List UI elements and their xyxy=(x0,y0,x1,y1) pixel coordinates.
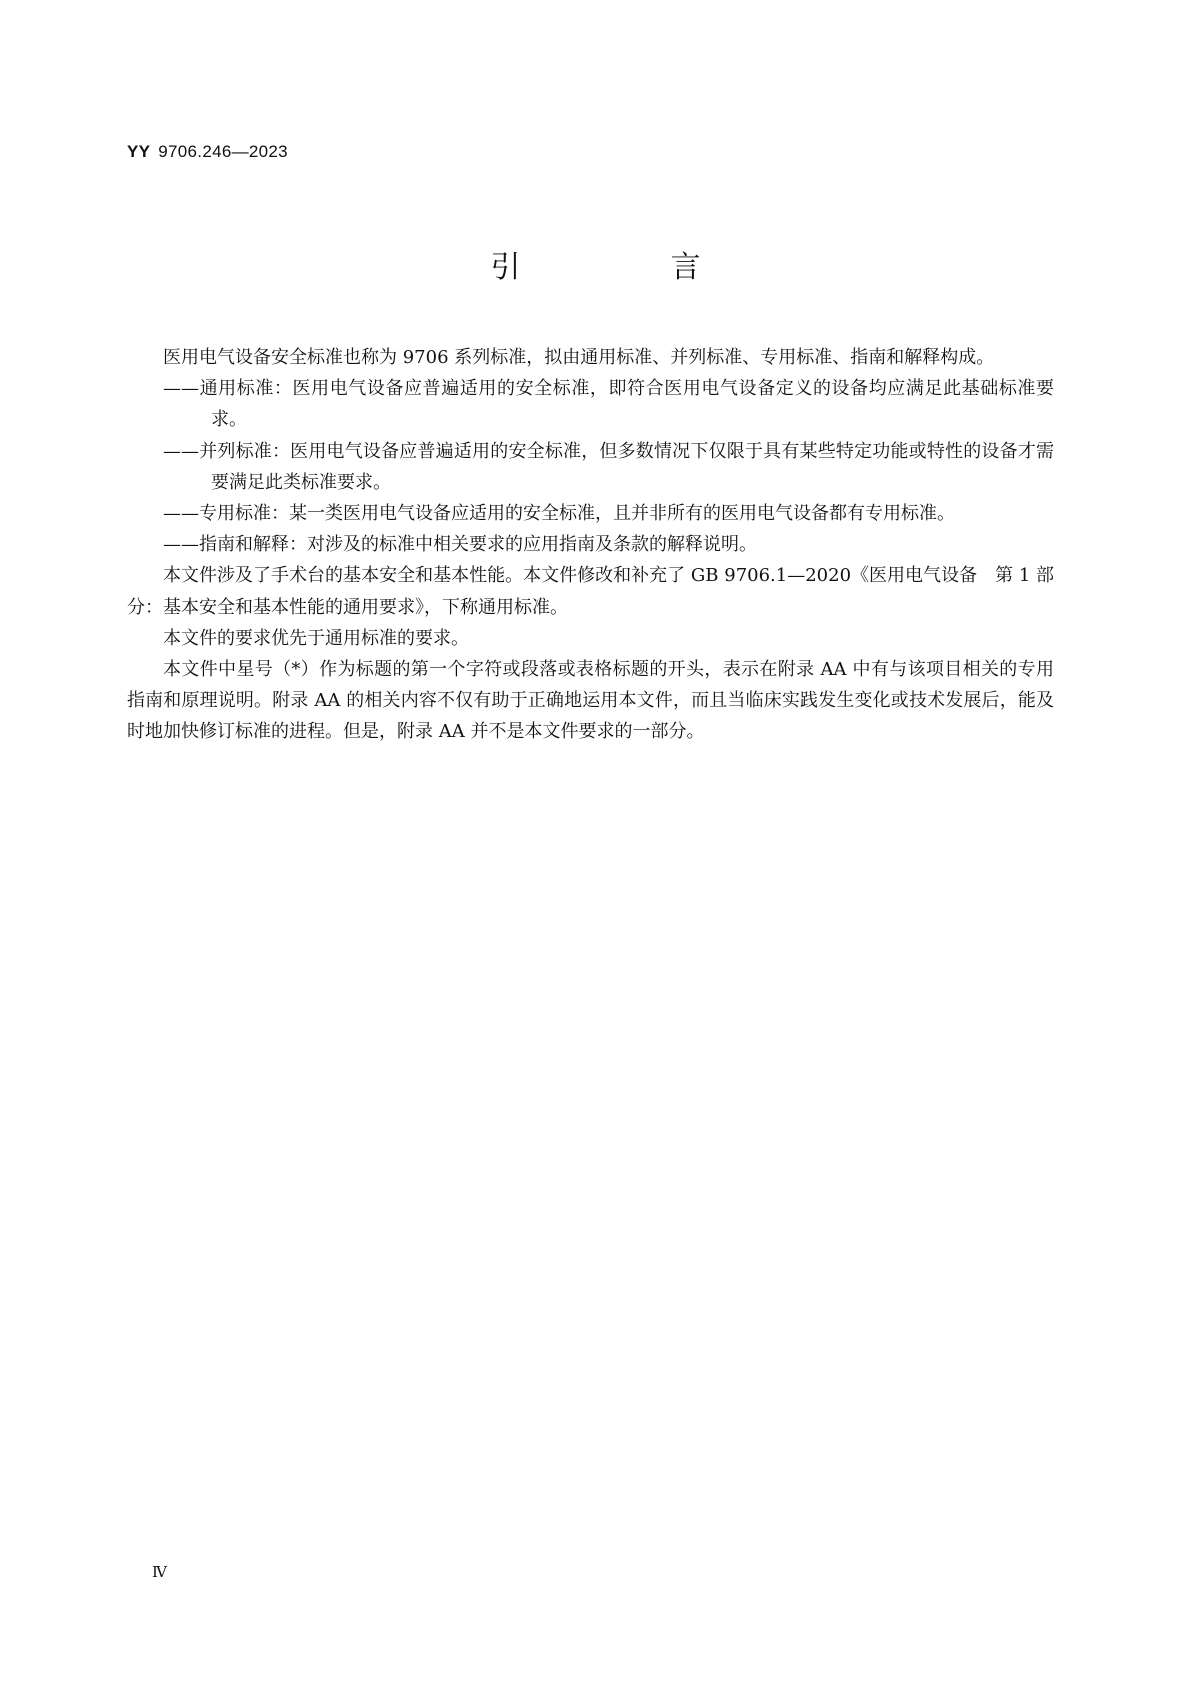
introduction-body xyxy=(127,342,1054,748)
paragraph-scope: 本文件涉及了手术台的基本安全和基本性能。本文件修改和补充了 GB 9706.1—2020《医用电气设备 第 1 部分：基本安全和基本性能的通用要求》，下称通用标准。 xyxy=(127,565,1054,618)
list-item-guidance: ——指南和解释：对涉及的标准中相关要求的应用指南及条款的解释说明。 xyxy=(163,534,757,556)
paragraph-priority: 本文件的要求优先于通用标准的要求。 xyxy=(163,627,469,649)
section-title: 引 言 xyxy=(490,250,761,285)
page-number: Ⅳ xyxy=(152,1563,167,1581)
list-item-general-standard: ——通用标准：医用电气设备应普遍适用的安全标准，即符合医用电气设备定义的设备均应满足此基础标准要求。 xyxy=(163,378,1054,431)
list-item-collateral-standard: ——并列标准：医用电气设备应普遍适用的安全标准，但多数情况下仅限于具有某些特定功能或特性的设备才需要满足此类标准要求。 xyxy=(163,440,1054,493)
paragraph-intro: 医用电气设备安全标准也称为 9706 系列标准，拟由通用标准、并列标准、专用标准、指南和解释构成。 xyxy=(163,347,995,368)
paragraph-asterisk: 本文件中星号（*）作为标题的第一个字符或段落或表格标题的开头，表示在附录 AA 中有与该项目相关的专用指南和原理说明。附录 AA 的相关内容不仅有助于正确地运用本文件，而且当临床实践发生变化或技术发展后，能及时地加快修订标准的进程。但是，附录 AA 并不是本文件要求的一部分。 xyxy=(127,659,1054,743)
list-item-particular-standard: ——专用标准：某一类医用电气设备应适用的安全标准，且并非所有的医用电气设备都有专用标准。 xyxy=(163,503,955,525)
standard-number: 9706.246—2023 xyxy=(158,142,288,161)
standard-code xyxy=(127,142,288,162)
standard-prefix: YY xyxy=(127,142,151,161)
